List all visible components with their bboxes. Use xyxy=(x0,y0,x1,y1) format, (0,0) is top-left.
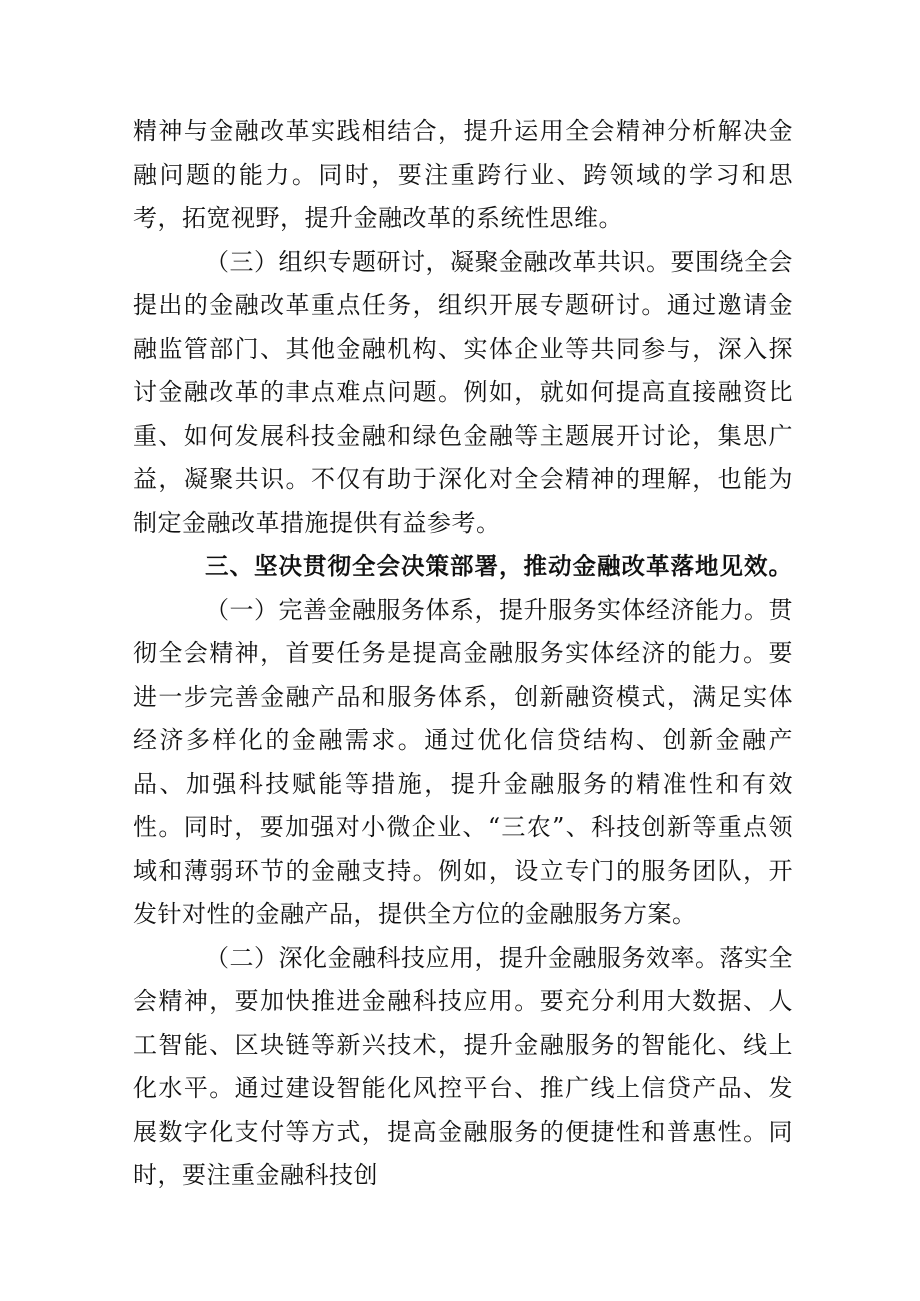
section-heading: 三、坚决贯彻全会决策部署，推动金融改革落地见效。 xyxy=(205,552,793,580)
paragraph-section-2: （二）深化金融科技应用，提升金融服务效率。落实全会精神，要加快推进金融科技应用。要充分利用大数据、人工智能、区块链等新兴技术，提升金融服务的智能化、线上化水平。通过建设智能化风控平台、推广线上信贷产品、发展数字化支付等方式，提高金融服务的便捷性和普惠性。同时，要注重金融科技创 xyxy=(133,943,793,1189)
paragraph-section-3: （三）组织专题研讨，凝聚金融改革共识。要围绕全会提出的金融改革重点任务，组织开展专题研讨。通过邀请金融监管部门、其他金融机构、实体企业等共同参与，深入探讨金融改革的聿点难点问题。例如，就如何提高直接融资比重、如何发展科技金融和绿色金融等主题展开讨论，集思广益，凝聚共识。不仅有助于深化对全会精神的理解，也能为制定金融改革措施提供有益参考。 xyxy=(133,247,793,537)
document-body xyxy=(133,110,793,1198)
paragraph-section-1: （一）完善金融服务体系，提升服务实体经济能力。贯彻全会精神，首要任务是提高金融服务实体经济的能力。要进一步完善金融产品和服务体系，创新融资模式，满足实体经济多样化的金融需求。通过优化信贷结构、创新金融产品、加强科技赋能等措施，提升金融服务的精准性和有效性。同时，要加强对小微企业、“三农”、科技创新等重点领域和薄弱环节的金融支持。例如，设立专门的服务团队，开发针对性的金融产品，提供全方位的金融服务方案。 xyxy=(133,595,793,928)
paragraph-continuation: 精神与金融改革实践相结合，提升运用全会精神分析解决金融问题的能力。同时，要注重跨行业、跨领域的学习和思考，拓宽视野，提升金融改革的系统性思维。 xyxy=(133,117,793,232)
